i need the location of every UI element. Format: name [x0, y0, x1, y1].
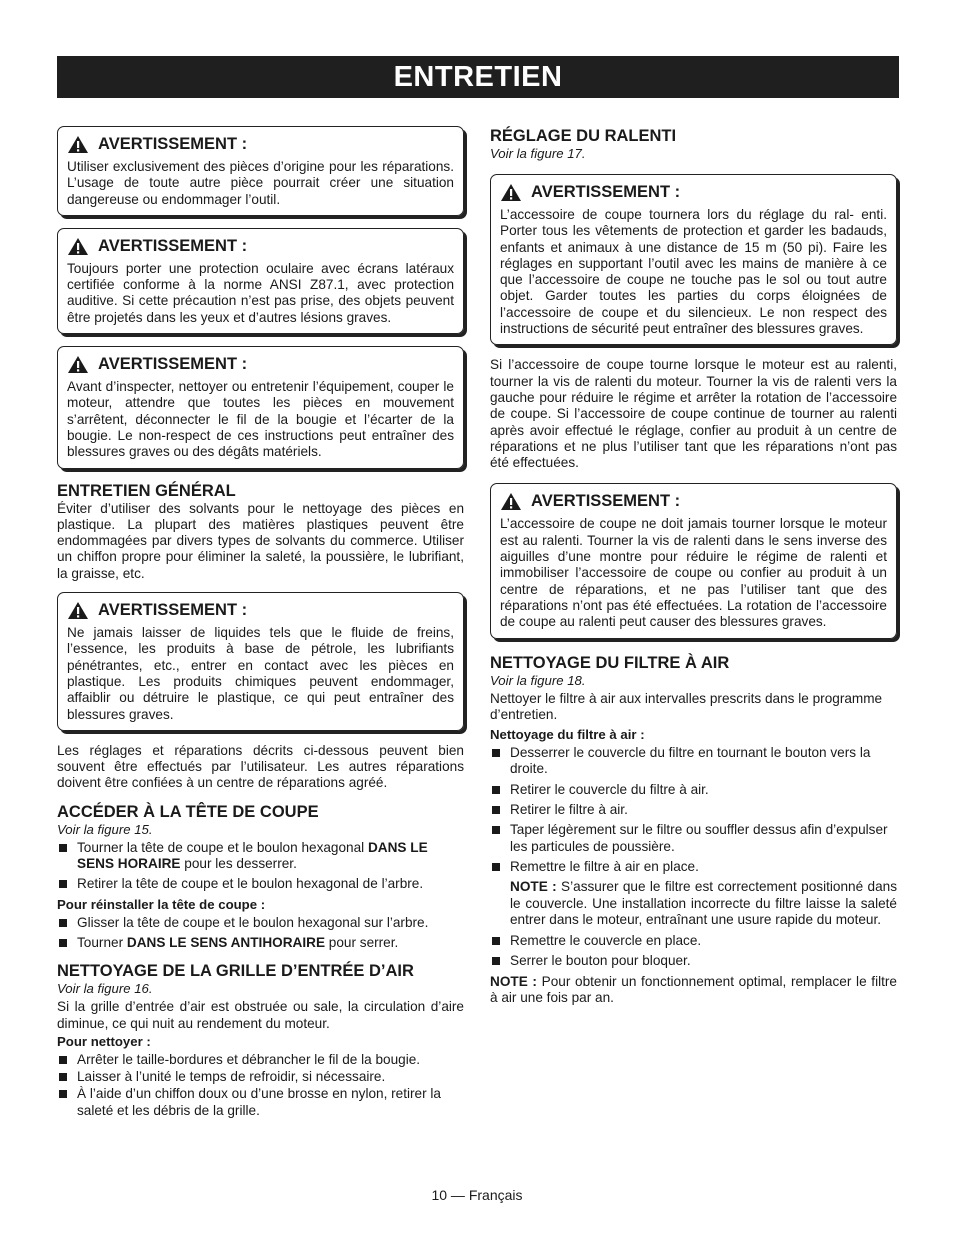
section-title: NETTOYAGE DU FILTRE À AIR	[490, 653, 730, 672]
list-item: Desserrer le couvercle du filtre en tournant le bouton vers la droite.	[490, 745, 897, 778]
left-column	[57, 126, 464, 1123]
warning-text: Ne jamais laisser de liquides tels que le fluide de freins, l’essence, les produits à base de pétrole, les lubrifiants pénétrantes, etc., entrer en contact avec les pièces en plastique. Les produits chimiques peuvent endommager, affaiblir ou détruire le plastique, ce qui peut entraîner des blessures graves.	[67, 625, 454, 722]
right-column	[490, 126, 897, 1006]
warning-icon	[67, 237, 89, 256]
page-title: ENTRETIEN	[57, 56, 899, 98]
list-item: Remettre le couvercle en place.	[490, 933, 897, 949]
warning-title: AVERTISSEMENT :	[531, 183, 681, 201]
list-item: Retirer le filtre à air.	[490, 802, 897, 818]
figure-reference: Voir la figure 17.	[490, 146, 586, 161]
subheading: Pour réinstaller la tête de coupe :	[57, 896, 266, 912]
warning-box	[57, 346, 464, 468]
list-item: À l’aide d’un chiffon doux ou d’une brosse en nylon, retirer la saleté et les débris de la grille.	[57, 1086, 464, 1119]
list-item: Arrêter le taille-bordures et débrancher le fil de la bougie.	[57, 1052, 464, 1068]
figure-reference: Voir la figure 18.	[490, 672, 586, 688]
warning-box	[57, 126, 464, 216]
warning-icon	[67, 601, 89, 620]
warning-text: Avant d’inspecter, nettoyer ou entretenir l’équipement, couper le moteur, attendre que toutes les pièces en mouvement s’arrêtent, déconnecter le fil de la bougie et l’écarter de la bougie. Le non-respect de ces instructions peut entraîner des blessures graves ou des dégâts matériels.	[67, 379, 454, 460]
warning-text: Utiliser exclusivement des pièces d’origine pour les réparations. L’usage de toute autre pièce pourrait créer une situation dangereuse ou endommager l’outil.	[67, 159, 454, 207]
list-item: Retirer la tête de coupe et le boulon hexagonal de l’arbre.	[57, 876, 464, 892]
warning-icon	[67, 135, 89, 154]
warning-text: L’accessoire de coupe tournera lors du réglage du ral- enti. Porter tous les vêtements de protection et garder les badauds, enfants et animaux à une distance de 15 m (50 pi). Faire les réglages en supportant l’outil avec les mains de manière à ce que l’accessoire de coupe ne touche pas le sol ou tout autre objet. Garder toutes les parties du corps éloignées de l’accessoire de coupe et du silencieux. Le non respect des instructions de sécurité peut entraîner des blessures graves.	[500, 207, 887, 337]
section-title: RÉGLAGE DU RALENTI	[490, 127, 677, 145]
page-footer: 10 — Français	[431, 1187, 523, 1203]
bullet-list	[57, 1052, 464, 1119]
paragraph: Si l’accessoire de coupe tourne lorsque le moteur est au ralenti, tourner la vis de ralenti du moteur. Tourner la vis de ralenti vers la gauche pour réduire le régime et arrêter la rotation de l’accessoire de coupe. Si l’accessoire de coupe continue de tourner au ralenti après avoir effectué le réglage, confier au produit à un centre de réparations et ne plus l’utiliser tant que les réparations n’ont pas été effectuées.	[490, 357, 897, 471]
warning-text: Toujours porter une protection oculaire avec écrans latéraux certifiée conforme à la norme ANSI Z87.1, avec protection auditive. Si cette précaution n’est pas prise, des objets peuvent être projetés dans les yeux et d’autres lésions graves.	[67, 260, 454, 325]
warning-box	[57, 592, 464, 731]
warning-box	[57, 228, 464, 334]
warning-box	[490, 483, 897, 638]
bullet-list	[490, 933, 897, 970]
list-item: Remettre le filtre à air en place.	[490, 859, 897, 875]
warning-title: AVERTISSEMENT :	[98, 355, 248, 374]
list-item: Tourner DANS LE SENS ANTIHORAIRE pour serrer.	[57, 935, 464, 951]
figure-reference: Voir la figure 16.	[57, 981, 153, 997]
warning-title: AVERTISSEMENT :	[98, 601, 248, 620]
warning-title: AVERTISSEMENT :	[98, 236, 248, 255]
note: NOTE : S’assurer que le filtre est correctement positionné dans le couvercle. Une installation incorrecte du filtre laisse la saleté entrer dans le moteur, entraînant une usure rapide du moteur.	[510, 879, 897, 927]
list-item: Glisser la tête de coupe et le boulon hexagonal sur l’arbre.	[57, 915, 464, 931]
subheading: Pour nettoyer :	[57, 1033, 151, 1049]
subheading: Nettoyage du filtre à air :	[490, 727, 645, 743]
section-title: NETTOYAGE DE LA GRILLE D’ENTRÉE D’AIR	[57, 962, 414, 981]
list-item: Retirer le couvercle du filtre à air.	[490, 782, 897, 798]
paragraph: Les réglages et réparations décrits ci-dessous peuvent bien souvent être effectués par l’utilisateur. Les autres réparations doivent être confiées à un centre de réparations agréé.	[57, 742, 464, 791]
bullet-list	[57, 915, 464, 952]
warning-icon	[500, 492, 522, 511]
paragraph: Si la grille d’entrée d’air est obstruée ou sale, la circulation d’aire diminue, ce qui nuit au rendement du moteur.	[57, 999, 464, 1031]
warning-icon	[67, 355, 89, 374]
warning-title: AVERTISSEMENT :	[531, 492, 681, 511]
list-item: Laisser à l’unité le temps de refroidir, si nécessaire.	[57, 1069, 464, 1085]
bullet-list	[57, 840, 464, 893]
figure-reference: Voir la figure 15.	[57, 821, 153, 837]
warning-icon	[500, 183, 522, 202]
paragraph: Éviter d’utiliser des solvants pour le nettoyage des pièces en plastique. La plupart des matières plastiques peuvent être endommagées par divers types de solvants du commerce. Utiliser un chiffon propre pour éliminer la saleté, la poussière, le lubrifiant, la graisse, etc.	[57, 500, 464, 581]
warning-box	[490, 174, 897, 345]
paragraph: Nettoyer le filtre à air aux intervalles prescrits dans le programme d’entretien.	[490, 690, 883, 722]
final-note: NOTE : Pour obtenir un fonctionnement optimal, remplacer le filtre à air une fois par an.	[490, 973, 897, 1005]
list-item: Taper légèrement sur le filtre ou souffler dessus afin d’expulser les particules de poussière.	[490, 822, 897, 855]
warning-title: AVERTISSEMENT :	[98, 135, 248, 153]
list-item: Tourner la tête de coupe et le boulon hexagonal DANS LE SENS HORAIRE pour les desserrer.	[57, 840, 464, 873]
section-title: ACCÉDER À LA TÊTE DE COUPE	[57, 802, 319, 821]
list-item: Serrer le bouton pour bloquer.	[490, 953, 897, 969]
section-title: ENTRETIEN GÉNÉRAL	[57, 481, 236, 500]
warning-text: L’accessoire de coupe ne doit jamais tourner lorsque le moteur est au ralenti. Tourner la vis de ralenti dans le sens inverse des aiguilles d’une montre pour réduire le régime de ralenti et immobiliser l’accessoire de coupe ou confier au produit à un centre de réparations, et ne pas l’utiliser tant que des réparations n’ont pas été effectuées. La rotation de l’accessoire de coupe au ralenti peut causer des blessures graves.	[500, 516, 887, 630]
bullet-list	[490, 745, 897, 875]
